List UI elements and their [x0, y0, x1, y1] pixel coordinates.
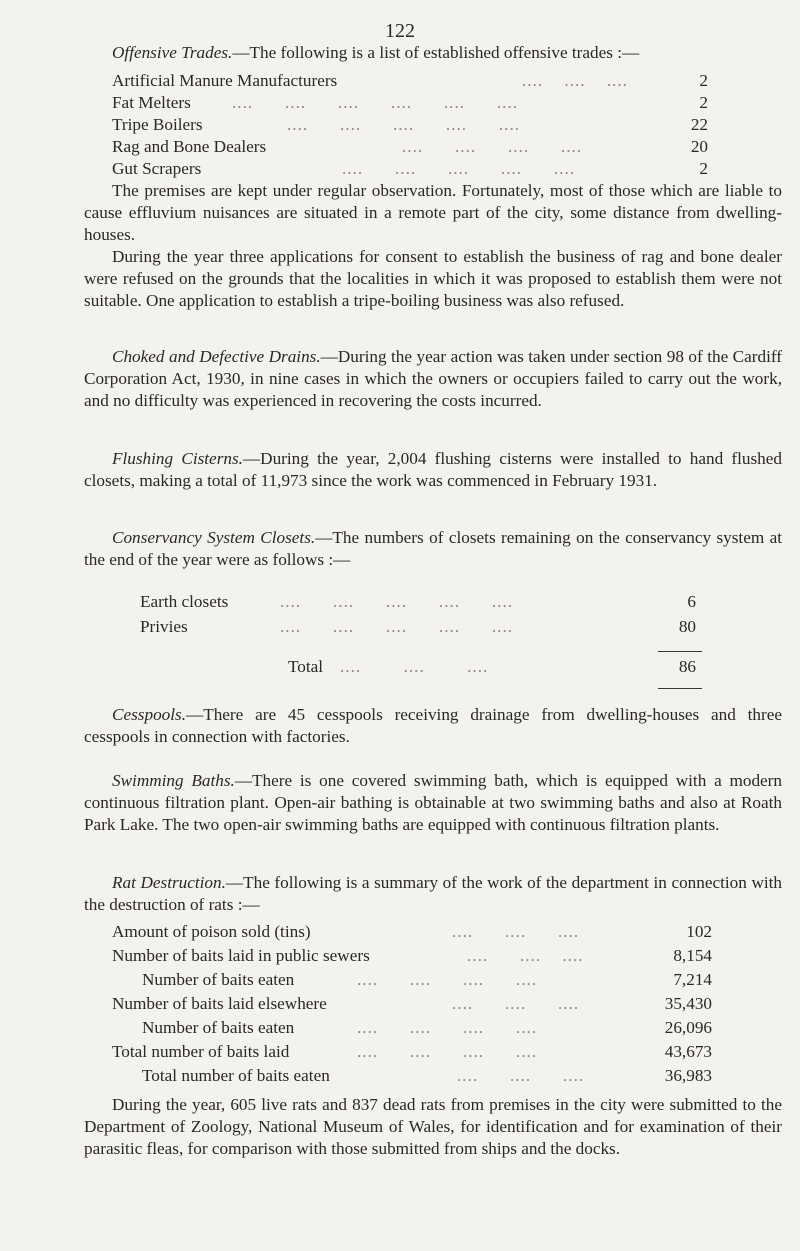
leader-dots: .... .... .... ....: [402, 137, 583, 156]
offensive-trades-paragraph-1: The premises are kept under regular observation. Fortunately, most of those which are liable to cause effluvium nuisances are situated in a remote part of the city, some distance from dwelling-houses.: [84, 181, 782, 244]
list-item-label: Privies: [140, 617, 188, 636]
flushing-cisterns-text: —During the year, 2,004 flushing cisterns were installed to hand flushed closets, making a total of 11,973 since the work was commenced in February 1931.: [84, 449, 783, 490]
leader-dots: .... .... ....: [452, 922, 580, 941]
swimming-baths-text: —There is one covered swimming bath, which is equipped with a modern continuous filtration plant. Open-air bathing is obtainable at two swimming baths and also at Roath Park Lake. The two open-air swimming baths are equipped with continuous filtration plants.: [84, 771, 782, 834]
total-rule-top: [658, 651, 702, 652]
swimming-baths-paragraph: [84, 770, 782, 836]
conservancy-text: —The numbers of closets remaining on the conservancy system at the end of the year were as follows :—: [84, 528, 783, 569]
list-item: [112, 1066, 712, 1088]
total-label: Total: [288, 657, 324, 676]
list-item-label: Earth closets: [140, 592, 229, 611]
flushing-cisterns-heading: Flushing Cisterns.: [112, 449, 243, 468]
list-item: [112, 115, 712, 137]
list-item-value: 22: [690, 115, 708, 134]
leader-dots: .... .... ....: [522, 71, 628, 90]
list-item-value: 102: [686, 922, 712, 941]
list-item-value: 80: [678, 617, 696, 636]
list-item-label: Number of baits eaten: [142, 970, 295, 989]
total-rule-bottom: [658, 688, 702, 689]
swimming-baths-heading: Swimming Baths.: [112, 771, 235, 790]
leader-dots: .... .... .... ....: [357, 970, 538, 989]
choked-drains-text: —During the year action was taken under section 98 of the Cardiff Corporation Act, 1930, in nine cases in which the owners or occupiers failed to carry out the work, and no difficulty was experienced in recovering the costs incurred.: [84, 347, 783, 410]
list-item-label: Rag and Bone Dealers: [112, 137, 267, 156]
list-item-label: Total number of baits laid: [112, 1042, 290, 1061]
leader-dots: .... .... .... .... .... ....: [232, 93, 519, 112]
list-item: [112, 137, 712, 159]
list-item-label: Gut Scrapers: [112, 159, 202, 178]
leader-dots: .... .... ....: [467, 946, 584, 965]
list-item-label: Artificial Manure Manufacturers: [112, 71, 338, 90]
list-item: [112, 946, 712, 968]
leader-dots: .... .... .... .... ....: [280, 592, 514, 611]
list-item-value: 36,983: [664, 1066, 712, 1085]
offensive-trades-intro: [112, 42, 782, 64]
list-item-label: Number of baits laid in public sewers: [112, 946, 370, 965]
list-item-value: 6: [687, 592, 696, 611]
list-item: [112, 93, 712, 115]
leader-dots: .... .... .... ....: [357, 1042, 538, 1061]
choked-drains-heading: Choked and Defective Drains.: [112, 347, 321, 366]
rat-destruction-heading: Rat Destruction.: [112, 873, 226, 892]
total-value: 86: [678, 657, 696, 676]
list-item-value: 2: [699, 71, 708, 90]
cesspools-heading: Cesspools.: [112, 705, 187, 724]
leader-dots: .... .... .... .... ....: [280, 617, 514, 636]
list-item-label: Tripe Boilers: [112, 115, 203, 134]
list-item: [112, 159, 712, 181]
page-number: 122: [385, 20, 415, 42]
list-item: [112, 994, 712, 1016]
cesspools-paragraph: [84, 704, 782, 748]
list-item-value: 35,430: [664, 994, 712, 1013]
list-item-value: 26,096: [664, 1018, 712, 1037]
rat-destruction-text: —The following is a summary of the work of the department in connection with the destruction of rats :—: [84, 873, 782, 914]
list-item: [112, 1042, 712, 1064]
list-item: [112, 922, 712, 944]
list-item-value: 20: [690, 137, 708, 156]
rat-destruction-closing: During the year, 605 live rats and 837 dead rats from premises in the city were submitted to the Department of Zoology, National Museum of Wales, for identification and for examination of their parasitic fleas, for comparison with those submitted from ships and the docks.: [84, 1095, 782, 1158]
list-item-value: 2: [699, 159, 708, 178]
leader-dots: .... .... ....: [340, 657, 489, 676]
list-item-label: Number of baits laid elsewhere: [112, 994, 327, 1013]
choked-drains-paragraph: [84, 346, 782, 412]
leader-dots: .... .... .... .... ....: [342, 159, 576, 178]
leader-dots: .... .... ....: [457, 1066, 585, 1085]
leader-dots: .... .... .... ....: [357, 1018, 538, 1037]
list-item-value: 7,214: [673, 970, 712, 989]
list-item: [140, 617, 700, 639]
conservancy-heading: Conservancy System Closets.: [112, 528, 316, 547]
list-item-label: Number of baits eaten: [142, 1018, 295, 1037]
rat-destruction-paragraph: [84, 872, 782, 916]
conservancy-paragraph: [84, 527, 782, 571]
list-item-value: 2: [699, 93, 708, 112]
list-item-label: Total number of baits eaten: [142, 1066, 330, 1085]
list-item: [140, 592, 700, 614]
leader-dots: .... .... .... .... ....: [287, 115, 521, 134]
list-item-label: Fat Melters: [112, 93, 191, 112]
leader-dots: .... .... ....: [452, 994, 580, 1013]
list-item-value: 43,673: [664, 1042, 712, 1061]
flushing-cisterns-paragraph: [84, 448, 782, 492]
offensive-trades-heading: Offensive Trades.: [112, 43, 233, 62]
list-item: [112, 1018, 712, 1040]
list-item: [112, 71, 712, 93]
list-item-label: Amount of poison sold (tins): [112, 922, 311, 941]
total-row: [140, 657, 700, 679]
list-item-value: 8,154: [673, 946, 712, 965]
offensive-trades-intro-text: —The following is a list of established offensive trades :—: [232, 43, 640, 62]
offensive-trades-paragraph-2: During the year three applications for consent to establish the business of rag and bone dealer were refused on the grounds that the localities in which it was proposed to establish them were not suitable. One application to establish a tripe-boiling business was also refused.: [84, 247, 782, 310]
list-item: [112, 970, 712, 992]
cesspools-text: —There are 45 cesspools receiving drainage from dwelling-houses and three cesspools in connection with factories.: [84, 705, 782, 746]
